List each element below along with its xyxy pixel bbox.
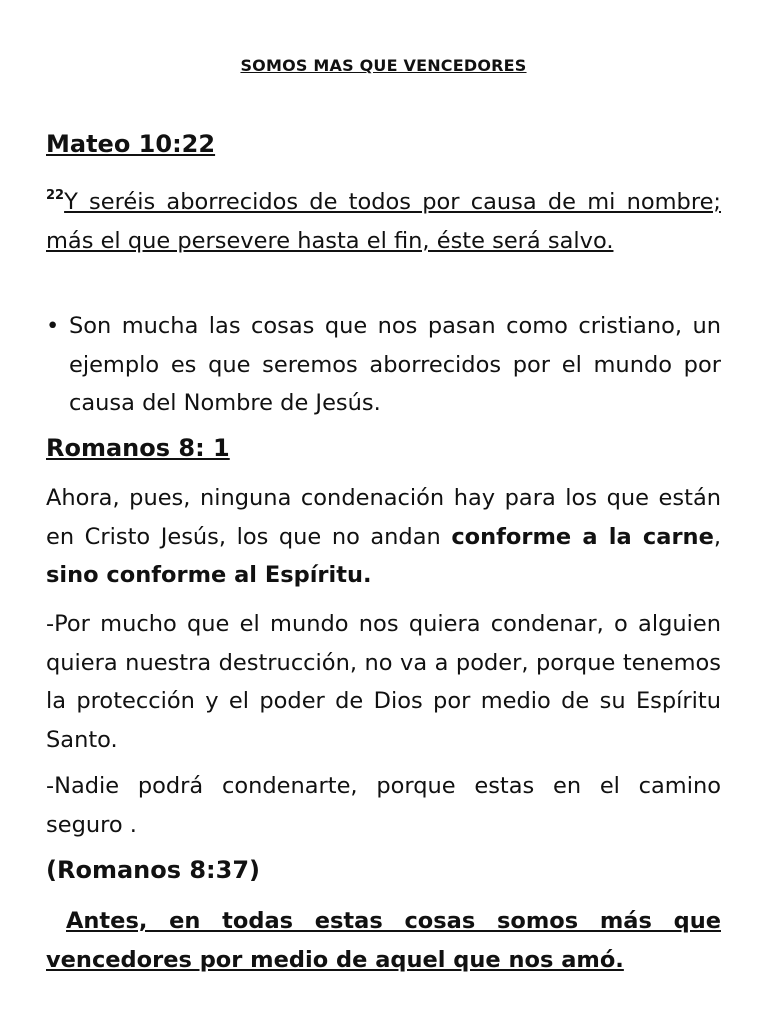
verse-romanos-plain-1: Ahora, pues, ninguna condenación hay para los que están en Cristo Jesús, los que no andan — [46, 485, 721, 550]
document-title: SOMOS MAS QUE VENCEDORES — [240, 56, 527, 75]
verse-romanos-bold-2: sino conforme al Espíritu. — [46, 562, 372, 588]
heading-romanos-8-37: (Romanos 8:37) — [46, 856, 261, 884]
verse-romanos-plain-2: , — [713, 523, 721, 550]
comment-paragraph-1: -Por mucho que el mundo nos quiera condenar, o alguien quiera nuestra destrucción, no va a poder, porque tenemos la protección y el poder de Dios por medio de su Espíritu Santo. — [46, 611, 721, 753]
verse-mateo — [46, 183, 721, 260]
heading-mateo: Mateo 10:22 — [46, 130, 216, 158]
verse-romanos-8-37-text: Antes, en todas estas cosas somos más que vencedores por medio de aquel que nos amó. — [46, 908, 721, 973]
heading-romanos-8-1: Romanos 8: 1 — [46, 434, 230, 462]
comment-paragraph-2: -Nadie podrá condenarte, porque estas en el camino seguro . — [46, 773, 721, 838]
bullet-text: Son mucha las cosas que nos pasan como cristiano, un ejemplo es que seremos aborrecidos por el mundo por causa del Nombre de Jesús. — [69, 313, 721, 416]
verse-romanos-bold-1: conforme a la carne — [451, 523, 714, 550]
verse-mateo-text: Y seréis aborrecidos de todos por causa de mi nombre; más el que persevere hasta el fin, éste será salvo. — [46, 189, 721, 254]
verse-romanos-8-37 — [46, 902, 721, 979]
bullet-icon: • — [46, 313, 60, 339]
bullet-item — [46, 307, 721, 423]
verse-romanos-8-1 — [46, 479, 721, 595]
verse-number: 22 — [46, 188, 65, 203]
